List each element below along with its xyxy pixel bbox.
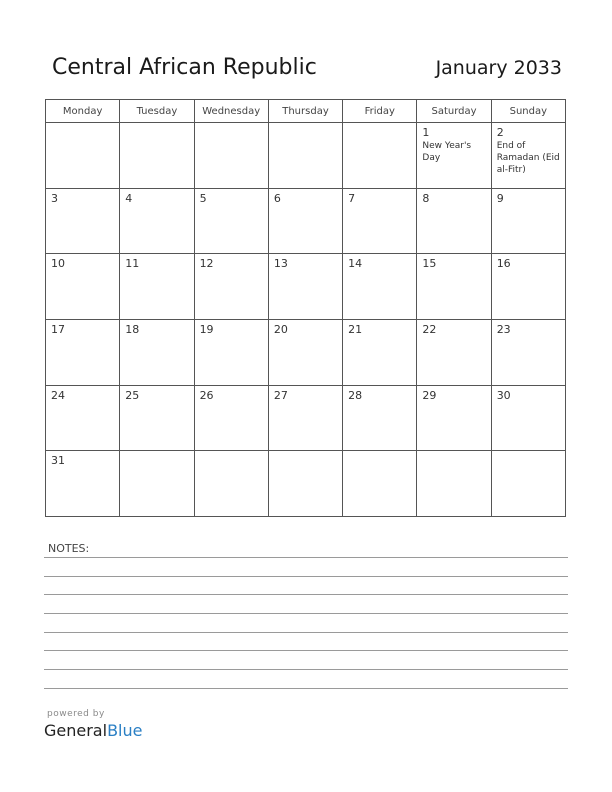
- brand-logo[interactable]: [44, 721, 142, 740]
- day-number: [343, 123, 416, 126]
- brand-name-general: General: [44, 721, 108, 740]
- country-title: Central African Republic: [52, 55, 317, 80]
- day-number: 26: [199, 388, 214, 402]
- day-cell[interactable]: [46, 451, 120, 517]
- day-cell[interactable]: [491, 254, 565, 320]
- note-line: [44, 688, 568, 689]
- day-number: 10: [51, 257, 65, 271]
- day-number: 6: [273, 191, 281, 205]
- day-number: 15: [422, 257, 437, 271]
- note-line: [44, 632, 568, 633]
- day-number: 21: [348, 322, 363, 336]
- day-number: [492, 451, 565, 454]
- weekday-header: Friday: [343, 100, 417, 123]
- day-number: 29: [422, 388, 437, 402]
- day-number: 30: [496, 388, 511, 402]
- powered-by-text: powered by: [47, 709, 105, 719]
- day-number: 22: [422, 322, 437, 336]
- note-line: [44, 613, 568, 614]
- day-cell[interactable]: [491, 188, 565, 254]
- day-cell[interactable]: [46, 319, 120, 385]
- day-number: 25: [125, 388, 140, 402]
- day-number: [195, 123, 268, 126]
- day-cell[interactable]: [491, 451, 565, 517]
- day-number: 24: [51, 388, 65, 402]
- day-number: [417, 451, 490, 454]
- day-number: 7: [348, 191, 356, 205]
- day-cell[interactable]: [268, 451, 342, 517]
- day-cell[interactable]: [194, 254, 268, 320]
- day-cell[interactable]: [343, 451, 417, 517]
- day-number: 3: [51, 191, 58, 205]
- day-cell[interactable]: [491, 385, 565, 451]
- week-row: [46, 254, 566, 320]
- day-cell[interactable]: [417, 188, 491, 254]
- note-line: [44, 669, 568, 670]
- day-cell[interactable]: [120, 254, 194, 320]
- month-year-title: January 2033: [435, 57, 562, 79]
- day-cell[interactable]: [343, 254, 417, 320]
- day-number: 14: [348, 257, 363, 271]
- day-cell[interactable]: [491, 123, 565, 189]
- day-number: 31: [51, 454, 65, 468]
- day-cell[interactable]: [46, 385, 120, 451]
- day-number: 13: [273, 257, 288, 271]
- day-cell[interactable]: [268, 188, 342, 254]
- day-cell[interactable]: [194, 385, 268, 451]
- day-cell[interactable]: [120, 188, 194, 254]
- day-cell[interactable]: [194, 451, 268, 517]
- note-line: [44, 594, 568, 595]
- day-cell[interactable]: [343, 319, 417, 385]
- day-cell[interactable]: [120, 385, 194, 451]
- weekday-header: Saturday: [417, 100, 491, 123]
- week-row: [46, 319, 566, 385]
- day-cell[interactable]: [491, 319, 565, 385]
- weekday-header-row: [46, 100, 566, 123]
- day-number: 11: [125, 257, 140, 271]
- day-number: 9: [496, 191, 504, 205]
- note-line: [44, 650, 568, 651]
- day-cell[interactable]: [46, 254, 120, 320]
- week-row: [46, 188, 566, 254]
- day-cell[interactable]: [417, 319, 491, 385]
- day-cell[interactable]: [268, 254, 342, 320]
- note-line: [44, 576, 568, 577]
- day-number: 4: [125, 191, 133, 205]
- day-number: 8: [422, 191, 430, 205]
- weekday-header: Thursday: [268, 100, 342, 123]
- day-cell[interactable]: [194, 188, 268, 254]
- day-cell[interactable]: [417, 385, 491, 451]
- week-row: [46, 451, 566, 517]
- weekday-header: Tuesday: [120, 100, 194, 123]
- day-number: 28: [348, 388, 363, 402]
- day-number: 20: [273, 322, 288, 336]
- day-number: [120, 451, 193, 454]
- calendar-grid: [45, 99, 566, 517]
- day-number: 5: [199, 191, 207, 205]
- weekday-header: Monday: [46, 100, 120, 123]
- day-cell[interactable]: [417, 123, 491, 189]
- note-line: [44, 557, 568, 558]
- day-number: 17: [51, 322, 65, 336]
- day-number: 23: [496, 322, 511, 336]
- day-cell[interactable]: [417, 451, 491, 517]
- day-cell[interactable]: [120, 451, 194, 517]
- holiday-label: End of Ramadan (Eid al-Fitr): [496, 141, 560, 175]
- day-number: [120, 123, 193, 126]
- day-cell[interactable]: [46, 123, 120, 189]
- week-row: [46, 123, 566, 189]
- day-cell[interactable]: [120, 319, 194, 385]
- weekday-header: Sunday: [491, 100, 565, 123]
- notes-label: NOTES:: [48, 542, 90, 555]
- day-number: 27: [273, 388, 288, 402]
- weekday-header: Wednesday: [194, 100, 268, 123]
- day-number: [269, 123, 342, 126]
- day-number: 16: [496, 257, 511, 271]
- day-number: [343, 451, 416, 454]
- day-cell[interactable]: [46, 188, 120, 254]
- day-cell[interactable]: [417, 254, 491, 320]
- day-number: [269, 451, 342, 454]
- brand-name-blue: Blue: [107, 721, 143, 740]
- day-number: 18: [125, 322, 140, 336]
- day-number: 12: [199, 257, 214, 271]
- day-cell[interactable]: [194, 123, 268, 189]
- day-cell[interactable]: [343, 123, 417, 189]
- day-number: 1: [422, 126, 430, 139]
- day-number: [46, 123, 119, 126]
- day-cell[interactable]: [343, 188, 417, 254]
- day-cell[interactable]: [268, 123, 342, 189]
- week-row: [46, 385, 566, 451]
- day-cell[interactable]: [194, 319, 268, 385]
- day-number: 19: [199, 322, 214, 336]
- calendar-body: [46, 123, 566, 517]
- day-number: 2: [496, 126, 504, 139]
- day-cell[interactable]: [343, 385, 417, 451]
- day-cell[interactable]: [268, 319, 342, 385]
- day-cell[interactable]: [268, 385, 342, 451]
- day-number: [195, 451, 268, 454]
- day-cell[interactable]: [120, 123, 194, 189]
- holiday-label: New Year's Day: [422, 141, 472, 163]
